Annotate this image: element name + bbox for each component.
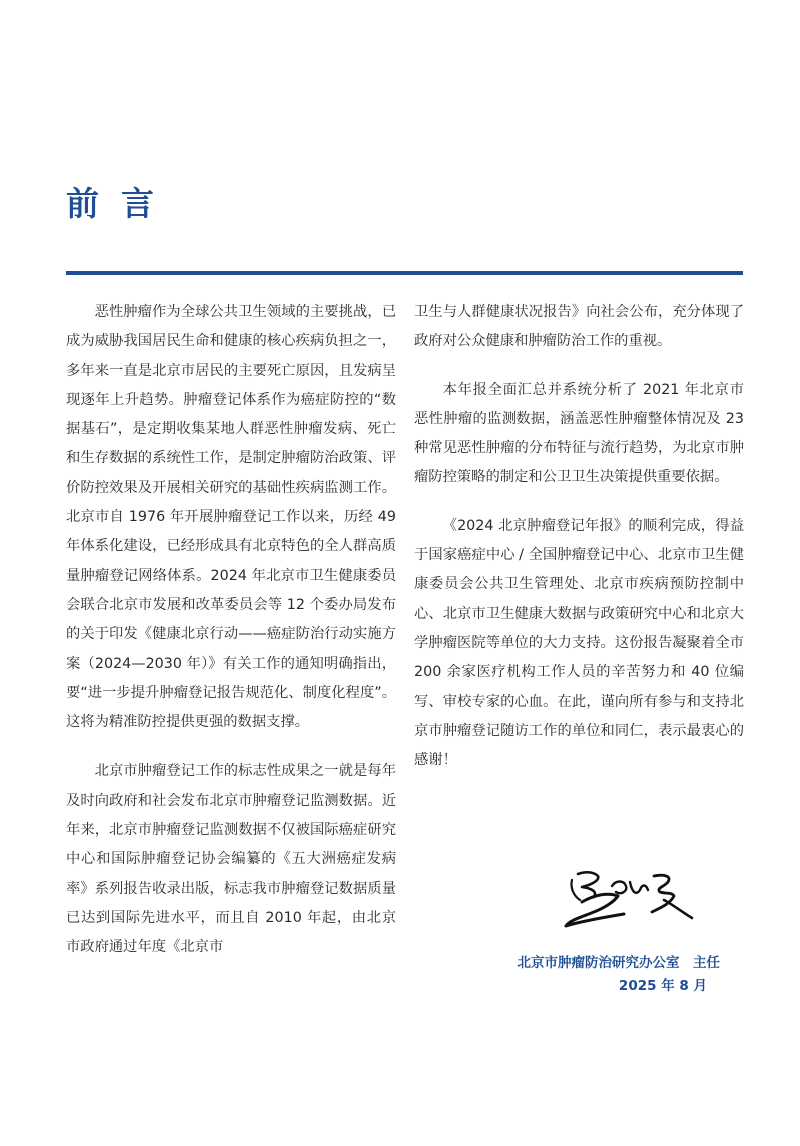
- left-column: [66, 298, 396, 963]
- right-column: [414, 298, 744, 775]
- signer-org-and-title: 北京市肿瘤防治研究办公室 主任: [517, 955, 720, 971]
- body-paragraph-continuation: 卫生与人群健康状况报告》向社会公布，充分体现了政府对公众健康和肿瘤防治工作的重视。: [414, 304, 744, 350]
- page-title: 前言: [66, 184, 176, 223]
- body-paragraph: 恶性肿瘤作为全球公共卫生领域的主要挑战，已成为威胁我国居民生命和健康的核心疾病负担之一，多年来一直是北京市居民的主要死亡原因，且发病呈现逐年上升趋势。肿瘤登记体系作为癌症防控的“数据基石”，是定期收集某地人群恶性肿瘤发病、死亡和生存数据的系统性工作，是制定肿瘤防治政策、评价防控效果及开展相关研究的基础性疾病监测工作。北京市自 1976 年开展肿瘤登记工作以来，历经 49 年体系化建设，已经形成具有北京特色的全人群高质量肿瘤登记网络体系。2024 年北京市卫生健康委员会联合北京市发展和改革委员会等 12 个委办局发布的关于印发《健康北京行动——癌症防治行动实施方案（2024—2030 年）》有关工作的通知明确指出，要“进一步提升肿瘤登记报告规范化、制度化程度”。这将为精准防控提供更强的数据支撑。: [66, 304, 396, 731]
- handwritten-signature: [560, 862, 710, 932]
- title-divider: [66, 271, 743, 275]
- body-paragraph: 北京市肿瘤登记工作的标志性成果之一就是每年及时向政府和社会发布北京市肿瘤登记监测数据。近年来，北京市肿瘤登记监测数据不仅被国际癌症研究中心和国际肿瘤登记协会编纂的《五大洲癌症发病率》系列报告收录出版，标志我市肿瘤登记数据质量已达到国际先进水平，而且自 2010 年起，由北京市政府通过年度《北京市: [66, 763, 396, 956]
- body-paragraph: 《2024 北京肿瘤登记年报》的顺利完成，得益于国家癌症中心 / 全国肿瘤登记中心、北京市卫生健康委员会公共卫生管理处、北京市疾病预防控制中心、北京市卫生健康大数据与政策研究中心和北京大学肿瘤医院等单位的大力支持。这份报告凝聚着全市 200 余家医疗机构工作人员的辛苦努力和 40 位编写、审校专家的心血。在此，谨向所有参与和支持北京市肿瘤登记随访工作的单位和同仁，表示最衷心的感谢！: [414, 517, 744, 769]
- signature-date: 2025 年 8 月: [618, 978, 707, 994]
- body-paragraph: 本年报全面汇总并系统分析了 2021 年北京市恶性肿瘤的监测数据，涵盖恶性肿瘤整体情况及 23 种常见恶性肿瘤的分布特征与流行趋势，为北京市肿瘤防控策略的制定和公卫卫生决策提供重要依据。: [414, 381, 744, 486]
